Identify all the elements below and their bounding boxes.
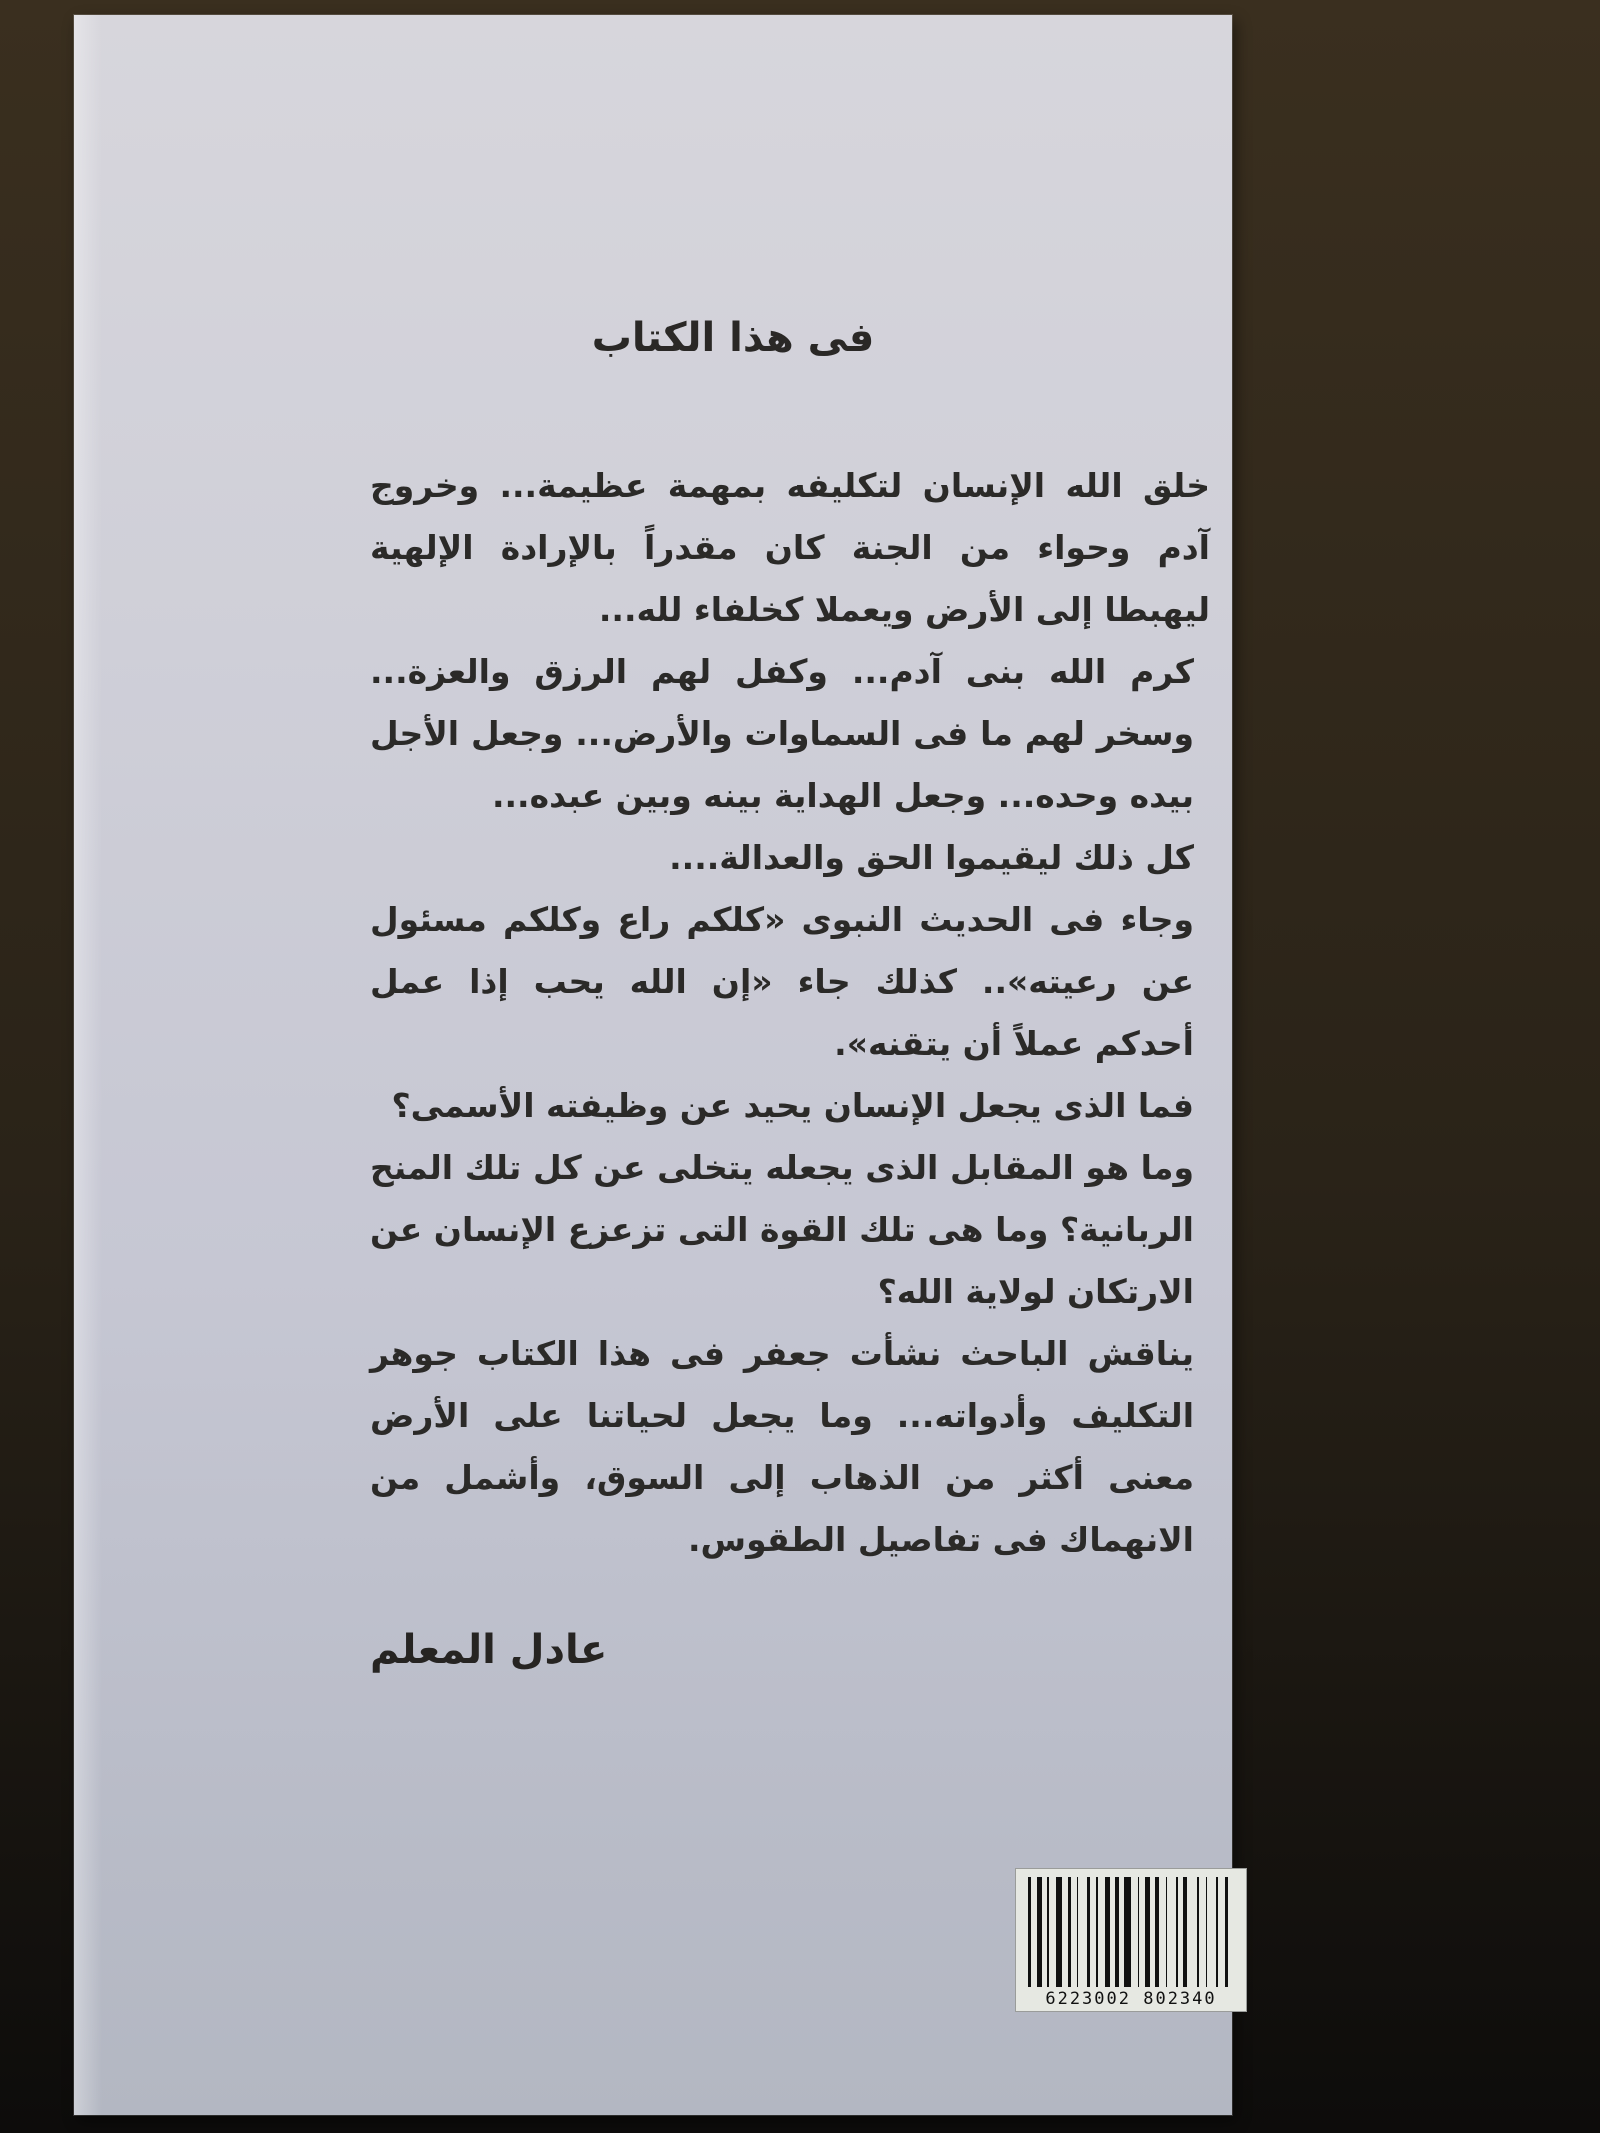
barcode-bar: [1121, 1877, 1123, 1987]
barcode-bar: [1056, 1877, 1062, 1987]
blurb-text: [370, 455, 1210, 1571]
barcode-bar: [1037, 1877, 1042, 1987]
barcode-bar: [1161, 1877, 1164, 1987]
barcode-bar: [1176, 1877, 1178, 1987]
barcode-bar: [1044, 1877, 1046, 1987]
barcode-bar: [1068, 1877, 1071, 1987]
barcode-bar: [1115, 1877, 1118, 1987]
barcode-bar: [1096, 1877, 1098, 1987]
barcode-bar: [1047, 1877, 1049, 1987]
barcode-bar: [1080, 1877, 1085, 1987]
barcode-bar: [1166, 1877, 1168, 1987]
barcode-bar: [1033, 1877, 1035, 1987]
barcode-bar: [1180, 1877, 1182, 1987]
blurb-paragraph: وما هو المقابل الذى يجعله يتخلى عن كل تلك المنح الربانية؟ وما هى تلك القوة التى تزعزع الإنسان عن الارتكان لولاية الله؟: [370, 1148, 1194, 1311]
barcode-bar: [1183, 1877, 1186, 1987]
cover-heading: [74, 315, 1232, 361]
barcode-bar: [1209, 1877, 1214, 1987]
barcode-bar: [1141, 1877, 1143, 1987]
barcode-bar: [1145, 1877, 1150, 1987]
blurb-paragraph: كل ذلك ليقيموا الحق والعدالة....: [669, 838, 1194, 877]
barcode-bar: [1216, 1877, 1218, 1987]
barcode-bar: [1220, 1877, 1223, 1987]
barcode-bar: [1077, 1877, 1079, 1987]
cover-heading-text: فى هذا الكتاب: [591, 315, 875, 361]
author-name: عادل المعلم: [370, 1627, 608, 1673]
book-back-cover: [74, 15, 1232, 2115]
blurb-paragraph: وجاء فى الحديث النبوى «كلكم راع وكلكم مسئول عن رعيته».. كذلك جاء «إن الله يحب إذا عمل أحدكم عملاً أن يتقنه».: [370, 900, 1194, 1063]
barcode-number: 6223002 802340: [1045, 1989, 1217, 2009]
blurb-paragraph: خلق الله الإنسان لتكليفه بمهمة عظيمة... وخروج آدم وحواء من الجنة كان مقدراً بالإرادة الإلهية ليهبطا إلى الأرض ويعملا كخلفاء لله...: [370, 466, 1210, 629]
blurb-paragraph: كرم الله بنى آدم... وكفل لهم الرزق والعزة... وسخر لهم ما فى السماوات والأرض... وجعل الأجل بيده وحده... وجعل الهداية بينه وبين عبده...: [370, 652, 1194, 815]
blurb-paragraph: فما الذى يجعل الإنسان يحيد عن وظيفته الأسمى؟: [391, 1086, 1194, 1125]
barcode-bar: [1073, 1877, 1075, 1987]
barcode-bar: [1133, 1877, 1136, 1987]
barcode-bar: [1064, 1877, 1066, 1987]
blurb-paragraph: يناقش الباحث نشأت جعفر فى هذا الكتاب جوهر التكليف وأدواته... وما يجعل لحياتنا على الأرض معنى أكثر من الذهاب إلى السوق، وأشمل من الانهماك فى تفاصيل الطقوس.: [370, 1334, 1194, 1559]
barcode-bar: [1201, 1877, 1204, 1987]
barcode-bar: [1087, 1877, 1090, 1987]
barcode-bar: [1206, 1877, 1208, 1987]
barcode-bar: [1230, 1877, 1232, 1987]
barcode-bar: [1169, 1877, 1174, 1987]
barcode: [1015, 1868, 1247, 2012]
barcode-bar: [1225, 1877, 1228, 1987]
barcode-bar: [1112, 1877, 1114, 1987]
barcode-bar: [1100, 1877, 1103, 1987]
barcode-bar: [1138, 1877, 1140, 1987]
barcode-bar: [1028, 1877, 1031, 1987]
barcode-bar: [1093, 1877, 1095, 1987]
barcode-bar: [1152, 1877, 1154, 1987]
barcode-bar: [1155, 1877, 1158, 1987]
barcode-bar: [1124, 1877, 1130, 1987]
barcode-bar: [1189, 1877, 1195, 1987]
barcode-bar: [1197, 1877, 1199, 1987]
barcode-bar: [1105, 1877, 1110, 1987]
barcode-bar: [1051, 1877, 1054, 1987]
barcode-bars: [1028, 1877, 1232, 1987]
